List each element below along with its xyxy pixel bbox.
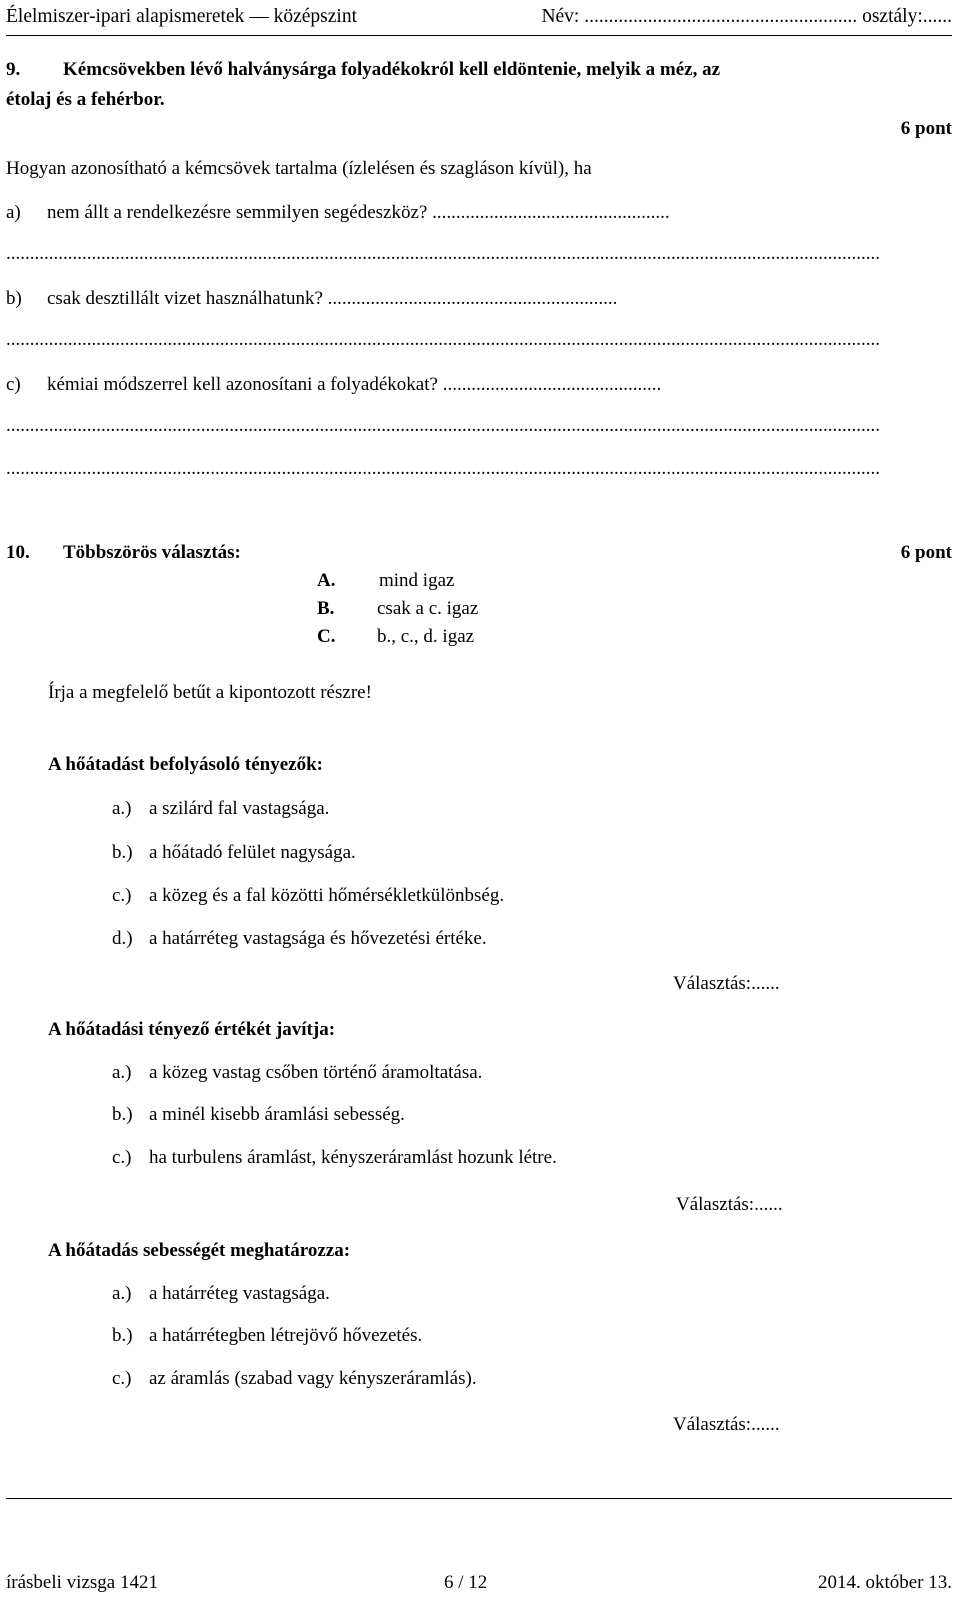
q10-group2-item-b <box>112 1105 405 1124</box>
q10-option-a-text: mind igaz <box>379 570 455 591</box>
q10-group1-answer[interactable]: Választás:...... <box>673 973 780 994</box>
q10-group2-answer[interactable]: Választás:...... <box>676 1194 783 1215</box>
item-label: c.) <box>112 885 132 906</box>
q10-option-c-text: b., c., d. igaz <box>377 626 475 647</box>
q9-item-a-answer-line[interactable]: ........................................................................................................................................................................................ <box>6 244 880 263</box>
q9-item-c-dots[interactable]: .............................................. <box>442 375 662 394</box>
q10-option-c <box>317 627 474 646</box>
q10-instruction: Írja a megfelelő betűt a kipontozott részre! <box>48 682 372 703</box>
footer-rule <box>6 1498 952 1499</box>
q9-item-c <box>6 375 936 394</box>
q10-group2-heading: A hőátadási tényező értékét javítja: <box>48 1019 336 1040</box>
q9-number: 9. <box>6 59 21 80</box>
q9-item-a <box>6 203 936 222</box>
item-text: a határréteg vastagsága és hővezetési értéke. <box>149 928 487 949</box>
item-label: b.) <box>112 1104 133 1125</box>
q9-item-b <box>6 289 936 308</box>
q10-group1-item-c <box>112 886 504 905</box>
q10-group3-item-a <box>112 1284 330 1303</box>
q10-group2-item-a <box>112 1063 482 1082</box>
header-rule <box>6 35 952 36</box>
q10-option-a-letter: A. <box>317 570 336 591</box>
q10-group2-item-c <box>112 1148 557 1167</box>
q9-prompt: Hogyan azonosítható a kémcsövek tartalma (ízlelésen és szagláson kívül), ha <box>6 158 592 179</box>
q9-item-c-answer-line-1[interactable]: ........................................................................................................................................................................................ <box>6 416 880 435</box>
q9-item-a-text: nem állt a rendelkezésre semmilyen segédeszköz? <box>47 203 428 222</box>
q9-item-c-answer-line-2[interactable]: ........................................................................................................................................................................................ <box>6 459 880 478</box>
item-text: a hőátadó felület nagysága. <box>149 842 356 863</box>
item-label: b.) <box>112 1325 133 1346</box>
q9-item-c-text: kémiai módszerrel kell azonosítani a folyadékokat? <box>47 375 438 394</box>
item-label: c.) <box>112 1147 132 1168</box>
item-text: a minél kisebb áramlási sebesség. <box>149 1104 405 1125</box>
item-label: c.) <box>112 1368 132 1389</box>
q10-group1-item-d <box>112 929 487 948</box>
item-text: a közeg és a fal közötti hőmérsékletkülönbség. <box>149 885 505 906</box>
item-label: b.) <box>112 842 133 863</box>
q9-points: 6 pont <box>900 118 952 139</box>
q9-title-line1: Kémcsövekben lévő halványsárga folyadékokról kell eldöntenie, melyik a méz, az <box>63 59 721 80</box>
q10-group1-item-a <box>112 799 329 818</box>
item-text: a határréteg vastagsága. <box>149 1283 330 1304</box>
q9-item-b-text: csak desztillált vizet használhatunk? <box>47 289 323 308</box>
item-text: ha turbulens áramlást, kényszeráramlást hozunk létre. <box>149 1147 557 1168</box>
q9-item-a-label: a) <box>6 203 21 222</box>
q10-option-b <box>317 599 478 618</box>
q10-group1-item-b <box>112 843 356 862</box>
header-title: Élelmiszer-ipari alapismeretek — középszint <box>6 6 358 27</box>
q9-item-a-dots[interactable]: .................................................. <box>432 203 670 222</box>
item-text: a közeg vastag csőben történő áramoltatása. <box>149 1062 483 1083</box>
q10-group3-item-b <box>112 1326 422 1345</box>
item-text: az áramlás (szabad vagy kényszeráramlás). <box>149 1368 477 1389</box>
q10-group3-answer[interactable]: Választás:...... <box>673 1414 780 1435</box>
q10-option-b-letter: B. <box>317 598 335 619</box>
q9-item-c-label: c) <box>6 375 21 394</box>
item-label: a.) <box>112 1283 132 1304</box>
q10-group3-item-c <box>112 1369 477 1388</box>
footer-exam-code: írásbeli vizsga 1421 <box>6 1572 158 1593</box>
q10-number: 10. <box>6 542 30 563</box>
item-text: a szilárd fal vastagsága. <box>149 798 330 819</box>
q9-item-b-dots[interactable]: ............................................................. <box>327 289 618 308</box>
q10-option-c-letter: C. <box>317 626 336 647</box>
q10-title: Többszörös választás: <box>63 542 241 563</box>
q9-item-b-answer-line[interactable]: ........................................................................................................................................................................................ <box>6 330 880 349</box>
q10-group1-heading: A hőátadást befolyásoló tényezők: <box>48 754 323 775</box>
item-label: a.) <box>112 1062 132 1083</box>
q10-points: 6 pont <box>900 542 952 563</box>
footer-page-number: 6 / 12 <box>444 1572 488 1593</box>
q10-option-b-text: csak a c. igaz <box>377 598 479 619</box>
q9-item-b-label: b) <box>6 289 22 308</box>
item-label: a.) <box>112 798 132 819</box>
q10-option-a <box>317 571 454 590</box>
footer-date: 2014. október 13. <box>817 1572 952 1593</box>
item-text: a határrétegben létrejövő hővezetés. <box>149 1325 423 1346</box>
q9-title-line2: étolaj és a fehérbor. <box>6 89 165 110</box>
item-label: d.) <box>112 928 133 949</box>
header-name-class: Név: ........................................................ osztály:...... <box>541 6 952 27</box>
q10-group3-heading: A hőátadás sebességét meghatározza: <box>48 1240 351 1261</box>
